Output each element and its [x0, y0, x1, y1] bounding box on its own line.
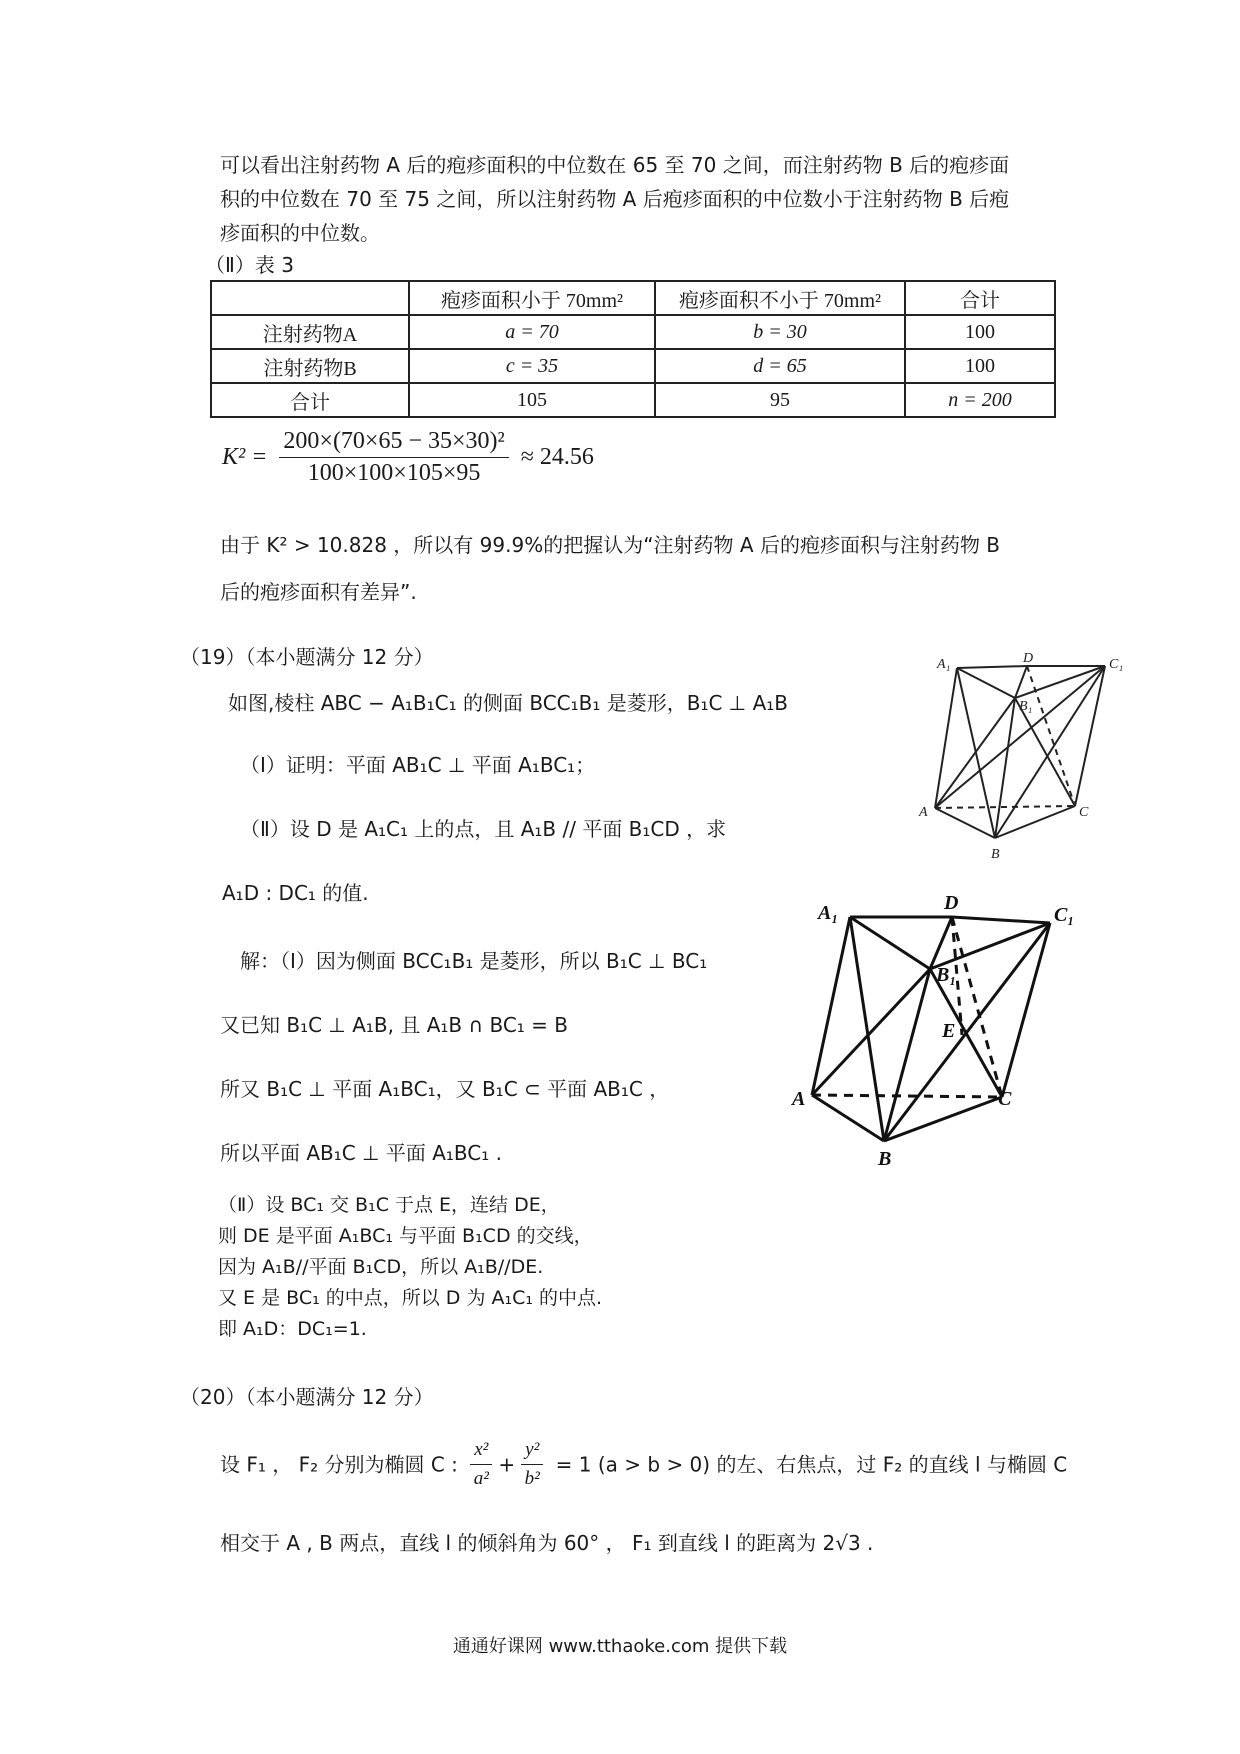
q19-solution-line: 解：（Ⅰ）因为侧面 BCC₁B₁ 是菱形，所以 B₁C ⊥ BC₁	[240, 949, 708, 973]
table-cell: 注射药物A	[211, 315, 409, 349]
q19-part2b: A₁D : DC₁ 的值.	[222, 881, 369, 905]
label-a1: A₁	[937, 657, 951, 672]
plus-sign: +	[498, 1452, 516, 1477]
q19-part1: （Ⅰ）证明：平面 AB₁C ⊥ 平面 A₁BC₁；	[240, 753, 596, 777]
edge-c1-c	[1002, 923, 1050, 1097]
q19-solution-line: （Ⅱ）设 BC₁ 交 B₁C 于点 E，连结 DE，	[218, 1194, 560, 1216]
q19-solution-line: 即 A₁D：DC₁=1.	[218, 1318, 367, 1340]
table-cell: d = 65	[655, 349, 905, 383]
label-b1: B₁	[1019, 699, 1033, 714]
label-e: E	[942, 1020, 956, 1042]
prism-figure-small	[915, 648, 1145, 870]
conclusion-line-2: 后的疱疹面积有差异”.	[220, 580, 417, 604]
table-cell: c = 35	[409, 349, 655, 383]
q19-solution-line: 又 E 是 BC₁ 的中点，所以 D 为 A₁C₁ 的中点.	[218, 1287, 603, 1309]
line-b-c1	[995, 666, 1105, 838]
q19-stem: 如图,棱柱 ABC − A₁B₁C₁ 的侧面 BCC₁B₁ 是菱形，B₁C ⊥ A₁B	[228, 691, 789, 715]
table-cell: 合计	[905, 281, 1055, 315]
q19-part2a: （Ⅱ）设 D 是 A₁C₁ 上的点，且 A₁B // 平面 B₁CD ，求	[240, 817, 727, 841]
q19-solution-line: 因为 A₁B//平面 B₁CD，所以 A₁B//DE.	[218, 1256, 544, 1278]
q19-solution-line: 所又 B₁C ⊥ 平面 A₁BC₁，又 B₁C ⊂ 平面 AB₁C ，	[220, 1077, 670, 1101]
label-a: A	[792, 1088, 806, 1110]
table-cell: 疱疹面积不小于 70mm²	[655, 281, 905, 315]
contingency-table	[210, 280, 1056, 418]
conclusion-line-1: 由于 K² > 10.828 ，所以有 99.9%的把握认为“注射药物 A 后的疱疹面积与注射药物 B	[220, 533, 1001, 557]
label-d: D	[1023, 651, 1034, 666]
k2-lhs: K² =	[222, 444, 268, 470]
label-d: D	[944, 892, 959, 914]
line-a-b1	[935, 698, 1015, 808]
line-a1-b	[850, 917, 884, 1141]
table-cell: 100	[905, 349, 1055, 383]
intro-line-3: 疹面积的中位数。	[220, 221, 380, 245]
q19-title: （19）（本小题满分 12 分）	[180, 645, 434, 669]
label-b1: B₁	[936, 964, 957, 986]
edge-a1-b1	[850, 917, 930, 969]
ellipse-fraction-y	[521, 1438, 543, 1491]
q19-solution-line: 则 DE 是平面 A₁BC₁ 与平面 B₁CD 的交线，	[218, 1225, 593, 1247]
q20-line-1-pre: 设 F₁ ， F₂ 分别为椭圆 C :	[220, 1452, 458, 1477]
edge-b-c	[995, 806, 1075, 838]
fraction-denominator: a²	[473, 1468, 489, 1489]
intro-line-1: 可以看出注射药物 A 后的疱疹面积的中位数在 65 至 70 之间，而注射药物 B 后的疱疹面	[220, 153, 1010, 177]
line-b1-c	[1015, 698, 1075, 806]
q19-solution-line: 所以平面 AB₁C ⊥ 平面 A₁BC₁ .	[220, 1141, 503, 1165]
k2-formula	[222, 428, 594, 487]
table-cell: 疱疹面积小于 70mm²	[409, 281, 655, 315]
edge-d-c1	[952, 917, 1050, 923]
fraction-numerator: x²	[470, 1438, 492, 1465]
k2-fraction	[279, 428, 508, 487]
page-footer: 通通好课网 www.tthaoke.com 提供下载	[452, 1636, 788, 1657]
label-b: B	[991, 847, 1000, 862]
k2-result: ≈ 24.56	[520, 444, 594, 470]
k2-numerator: 200×(70×65 − 35×30)²	[279, 428, 508, 458]
table-row	[211, 315, 1055, 349]
table-cell: 合计	[211, 383, 409, 417]
q20-title: （20）（本小题满分 12 分）	[180, 1385, 434, 1409]
edge-a-b	[812, 1095, 884, 1141]
label-a1: A₁	[818, 902, 839, 924]
edge-a1-a	[812, 917, 850, 1095]
fraction-denominator: b²	[524, 1468, 540, 1489]
edge-a1-a	[935, 668, 957, 808]
hidden-edge-a-c	[812, 1095, 1002, 1097]
table-cell: 100	[905, 315, 1055, 349]
label-b: B	[878, 1148, 892, 1170]
table-cell: n = 200	[905, 383, 1055, 417]
fraction-numerator: y²	[521, 1438, 543, 1465]
table-cell: 注射药物B	[211, 349, 409, 383]
q19-solution-line: 又已知 B₁C ⊥ A₁B, 且 A₁B ∩ BC₁ = B	[220, 1013, 569, 1037]
label-a: A	[919, 805, 928, 820]
edge-b1-b	[995, 698, 1015, 838]
hidden-line-d-c	[1027, 666, 1075, 806]
table-cell: a = 70	[409, 315, 655, 349]
table-cell	[211, 281, 409, 315]
hidden-edge-a-c	[935, 806, 1075, 808]
part2-label: （Ⅱ）表 3	[205, 253, 294, 277]
line-d-b1	[1015, 666, 1027, 698]
prism-figure-large	[790, 885, 1120, 1170]
table-row	[211, 383, 1055, 417]
edge-a-b	[935, 808, 995, 838]
edge-a1-b1	[957, 668, 1015, 698]
intro-line-2: 积的中位数在 70 至 75 之间，所以注射药物 A 后疱疹面积的中位数小于注射药物 B 后疱	[220, 187, 1010, 211]
q20-line-1-post: = 1 (a > b > 0) 的左、右焦点，过 F₂ 的直线 l 与椭圆 C	[555, 1452, 1068, 1477]
table-header-row	[211, 281, 1055, 315]
q20-line-2: 相交于 A , B 两点，直线 l 的倾斜角为 60° ， F₁ 到直线 l 的距离为 2√3 .	[220, 1531, 874, 1555]
label-c1: C₁	[1109, 657, 1124, 672]
table-cell: 105	[409, 383, 655, 417]
table-cell: 95	[655, 383, 905, 417]
ellipse-fraction-x	[470, 1438, 492, 1491]
table-cell: b = 30	[655, 315, 905, 349]
edge-a1-d	[957, 666, 1027, 668]
table-row	[211, 349, 1055, 383]
q20-line-1	[220, 1438, 1067, 1491]
k2-denominator: 100×100×105×95	[307, 460, 481, 486]
label-c: C	[1079, 805, 1089, 820]
label-c: C	[998, 1088, 1012, 1110]
label-c1: C₁	[1054, 904, 1075, 926]
